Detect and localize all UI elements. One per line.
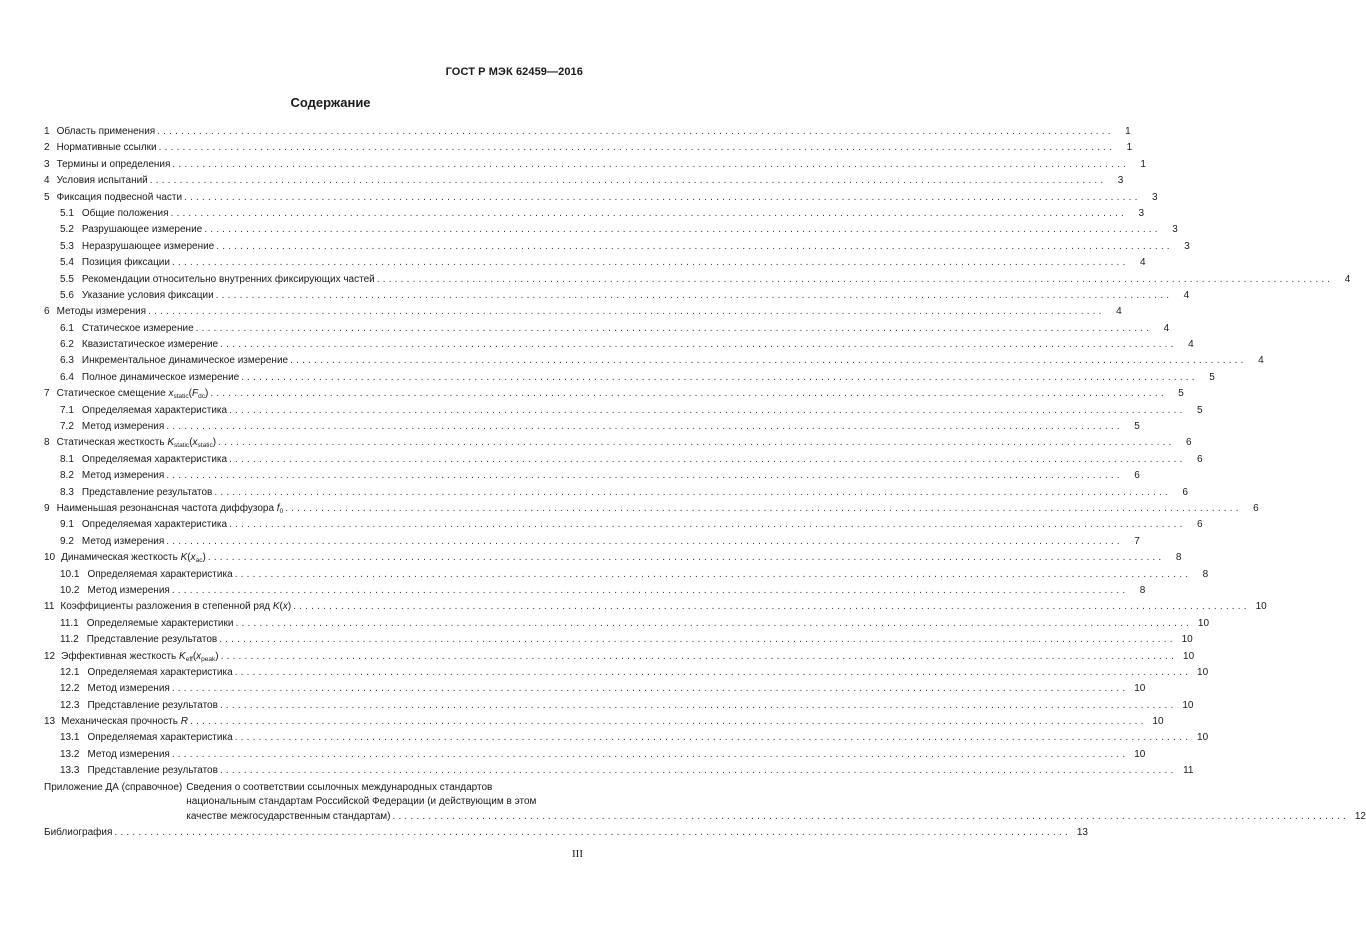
toc-entry-page: 6 <box>1182 486 1188 498</box>
subscript: eff <box>185 655 193 663</box>
toc-entry[interactable] <box>44 386 1184 402</box>
dot-leader: ................................................................................................................................................................ <box>170 207 1128 219</box>
toc-entry[interactable] <box>44 468 1140 484</box>
dot-leader: ................................................................................................................................................................ <box>171 748 1129 760</box>
toc-entry-label <box>57 435 216 451</box>
toc-entry-label: Методы измерения <box>56 306 147 318</box>
table-of-contents <box>44 124 1366 842</box>
toc-entry-label: Позиция фиксации <box>81 257 170 269</box>
toc-entry-number: 11.2 <box>60 634 79 646</box>
dot-leader: ................................................................................................................................................................ <box>234 568 1192 580</box>
symbol: F <box>192 388 199 400</box>
document-header: ГОСТ Р МЭК 62459—2016 <box>445 66 583 78</box>
label-text: Механическая прочность <box>61 716 181 728</box>
toc-entry[interactable] <box>44 337 1194 353</box>
toc-entry-number: 11 <box>44 601 55 613</box>
toc-entry-label: Определяемая характеристика <box>87 568 233 580</box>
dot-leader: ................................................................................................................................................................ <box>218 437 1175 449</box>
toc-entry-label: Метод измерения <box>81 470 165 482</box>
toc-entry-page: 8 <box>1175 552 1182 564</box>
toc-entry-page: 4 <box>1344 273 1351 285</box>
toc-entry-page: 4 <box>1139 257 1146 269</box>
annex-title-line: Сведения о соответствии ссылочных международных стандартов <box>186 781 493 793</box>
toc-entry-label: Рекомендации относительно внутренних фиксирующих частей <box>81 273 375 285</box>
dot-leader: ................................................................................................................................................................ <box>229 519 1186 531</box>
toc-entry-number: 6.2 <box>60 339 74 351</box>
toc-entry-page: 13 <box>1076 827 1088 839</box>
toc-entry-label <box>61 550 206 566</box>
toc-entry-label: Определяемая характеристика <box>81 404 228 416</box>
toc-entry-number: 6 <box>44 306 50 318</box>
dot-leader: ................................................................................................................................................................ <box>234 666 1192 678</box>
toc-entry-label: Квазистатическое измерение <box>81 339 219 351</box>
toc-entry-label: Термины и определения <box>56 158 171 170</box>
toc-entry-page: 5 <box>1197 404 1203 416</box>
toc-entry-number: 13.3 <box>60 765 80 777</box>
dot-leader: ................................................................................................................................................................ <box>195 322 1153 334</box>
toc-entry-page: 5 <box>1209 371 1215 383</box>
dot-leader: ................................................................................................................................................................ <box>219 765 1177 777</box>
dot-leader: ................................................................................................................................................................ <box>285 502 1242 514</box>
toc-entry-label: Инкрементальное динамическое измерение <box>81 355 289 367</box>
toc-entry-page: 3 <box>1138 207 1145 219</box>
label-text: Коэффициенты разложения в степенной ряд <box>60 601 273 613</box>
toc-entry[interactable] <box>44 567 1209 583</box>
toc-entry[interactable] <box>44 583 1146 599</box>
toc-entry[interactable] <box>44 649 1195 665</box>
toc-entry[interactable] <box>44 190 1158 206</box>
toc-entry-label: Указание условия фиксации <box>81 289 214 301</box>
toc-entry-page: 10 <box>1152 716 1164 728</box>
toc-entry[interactable] <box>44 435 1192 451</box>
dot-leader: ................................................................................................................................................................ <box>166 535 1123 547</box>
dot-leader: ................................................................................................................................................................ <box>149 175 1107 187</box>
symbol: f <box>276 502 280 514</box>
toc-entry-label <box>61 714 188 730</box>
toc-entry-number: 6.4 <box>60 371 74 383</box>
annex-designation: Приложение ДА (справочное) <box>44 781 183 793</box>
toc-entry-number: 1 <box>44 126 50 137</box>
dot-leader: ................................................................................................................................................................ <box>184 191 1141 203</box>
toc-entry-label <box>60 599 291 615</box>
toc-entry-number: 7 <box>44 388 50 400</box>
toc-entry-number: 5.2 <box>60 224 74 236</box>
dot-leader: ................................................................................................................................................................ <box>158 142 1116 154</box>
toc-entry-number: 10.1 <box>60 568 80 580</box>
toc-entry-page: 3 <box>1152 191 1158 203</box>
label-text: Статическая жесткость <box>56 437 168 449</box>
toc-entry-page: 10 <box>1182 699 1194 711</box>
label-text: ) <box>212 437 217 449</box>
dot-leader: ................................................................................................................................................................ <box>293 601 1250 613</box>
symbol: K <box>167 437 175 449</box>
toc-entry-page: 4 <box>1188 339 1194 351</box>
dot-leader: ................................................................................................................................................................ <box>166 470 1123 482</box>
toc-entry-page: 7 <box>1134 535 1140 547</box>
dot-leader: ................................................................................................................................................................ <box>392 810 1349 822</box>
dot-leader: ................................................................................................................................................................ <box>148 306 1105 318</box>
toc-entry-page: 6 <box>1253 502 1259 514</box>
toc-entry-number: 5 <box>44 191 50 203</box>
label-text: ( <box>187 552 191 564</box>
dot-leader: ................................................................................................................................................................ <box>220 339 1177 351</box>
toc-entry-page: 1 <box>1125 126 1131 137</box>
toc-annex-entry[interactable] <box>44 781 1366 825</box>
toc-entry[interactable] <box>44 140 1133 156</box>
toc-entry-page: 10 <box>1181 634 1193 646</box>
toc-entry-label: Фиксация подвесной части <box>56 191 183 203</box>
toc-entry-number: 5.6 <box>60 289 74 301</box>
toc-entry-label: Метод измерения <box>87 584 170 596</box>
toc-entry-label: Разрушающее измерение <box>81 224 203 236</box>
toc-entry-page: 10 <box>1134 683 1146 695</box>
toc-entry-label: Условия испытаний <box>56 175 148 187</box>
toc-entry-label: Метод измерения <box>81 535 165 547</box>
toc-entry[interactable] <box>44 452 1203 468</box>
toc-entry[interactable] <box>44 321 1170 337</box>
label-text: ( <box>189 437 193 449</box>
toc-entry[interactable] <box>44 353 1264 369</box>
dot-leader: ................................................................................................................................................................ <box>171 584 1129 596</box>
toc-entry-page: 10 <box>1255 601 1267 613</box>
toc-entry[interactable] <box>44 288 1190 304</box>
toc-entry-number: 8.2 <box>60 470 74 482</box>
toc-entry-page: 6 <box>1197 453 1203 465</box>
toc-entry-label: Определяемые характеристики <box>86 617 234 629</box>
subscript: peak <box>201 655 216 663</box>
toc-entry-number: 9.1 <box>60 519 74 531</box>
dot-leader: ................................................................................................................................................................ <box>234 732 1192 744</box>
label-text: ( <box>279 601 283 613</box>
toc-entry-label: Статическое измерение <box>81 322 194 334</box>
toc-entry-number: 5.3 <box>60 240 74 252</box>
toc-entry-label: Область применения <box>56 126 156 137</box>
toc-entry-number: 3 <box>44 158 50 170</box>
dot-leader: ................................................................................................................................................................ <box>219 634 1176 646</box>
toc-entry[interactable] <box>44 255 1146 271</box>
dot-leader: ................................................................................................................................................................ <box>220 650 1178 662</box>
toc-entry-label: Метод измерения <box>87 683 170 695</box>
label-text: ( <box>188 388 192 400</box>
label-text: ) <box>204 388 209 400</box>
dot-leader: ................................................................................................................................................................ <box>290 355 1247 367</box>
toc-entry[interactable] <box>44 763 1194 779</box>
dot-leader: ................................................................................................................................................................ <box>241 371 1198 383</box>
toc-entry-number: 4 <box>44 175 50 187</box>
label-text: Наименьшая резонансная частота диффузора <box>56 502 277 514</box>
toc-entry-number: 9 <box>44 502 50 514</box>
toc-entry-label: Представление результатов <box>86 634 218 646</box>
toc-entry-page: 5 <box>1134 421 1140 433</box>
toc-entry-label: Метод измерения <box>81 421 165 433</box>
toc-entry[interactable] <box>44 272 1351 288</box>
annex-title <box>186 781 1366 825</box>
toc-entry[interactable] <box>44 124 1131 140</box>
subscript: static <box>197 442 213 450</box>
dot-leader: ................................................................................................................................................................ <box>157 126 1114 137</box>
toc-entry-page: 10 <box>1197 617 1210 629</box>
annex-title-line <box>186 810 1366 825</box>
toc-entry-page: 5 <box>1178 388 1184 400</box>
label-text: Динамическая жесткость <box>61 552 181 564</box>
symbol: x <box>282 601 288 613</box>
toc-entry[interactable] <box>44 747 1146 763</box>
dot-leader: ................................................................................................................................................................ <box>229 453 1186 465</box>
toc-entry-number: 12.1 <box>60 666 80 678</box>
toc-entry-page: 3 <box>1172 224 1178 236</box>
toc-entry-label: Представление результатов <box>87 765 218 777</box>
toc-entry-page: 6 <box>1186 437 1192 449</box>
toc-entry-page: 11 <box>1183 765 1194 777</box>
page-number: III <box>572 848 583 860</box>
toc-entry-label: Библиография <box>44 827 113 839</box>
toc-entry-number: 7.2 <box>60 421 74 433</box>
dot-leader: ................................................................................................................................................................ <box>219 699 1177 711</box>
subscript: static <box>173 393 189 401</box>
symbol: R <box>180 716 189 728</box>
toc-entry[interactable] <box>44 698 1194 714</box>
toc-entry-number: 5.1 <box>60 207 74 219</box>
toc-entry-number: 12.3 <box>60 699 80 711</box>
toc-entry[interactable] <box>44 157 1146 173</box>
toc-entry[interactable] <box>44 501 1259 517</box>
dot-leader: ................................................................................................................................................................ <box>172 158 1129 170</box>
toc-entry[interactable] <box>44 681 1146 697</box>
toc-entry[interactable] <box>44 304 1122 320</box>
symbol: K <box>179 650 186 662</box>
toc-entry[interactable] <box>44 239 1190 255</box>
toc-entry-page: 10 <box>1134 748 1146 760</box>
toc-entry-page: 3 <box>1117 175 1124 187</box>
toc-entry-label: Метод измерения <box>87 748 170 760</box>
toc-entry[interactable] <box>44 206 1145 222</box>
symbol: x <box>168 388 174 400</box>
symbol: K <box>180 552 188 564</box>
dot-leader: ................................................................................................................................................................ <box>171 257 1129 269</box>
toc-entry-page: 6 <box>1197 519 1203 531</box>
toc-entry-label: Представление результатов <box>81 486 213 498</box>
toc-entry-page: 12 <box>1354 810 1366 822</box>
dot-leader: ................................................................................................................................................................ <box>204 224 1161 236</box>
subscript: static <box>174 442 190 450</box>
page-title: Содержание <box>290 95 371 110</box>
toc-entry[interactable] <box>44 599 1267 615</box>
label-text: ) <box>202 552 206 564</box>
toc-entry-number: 8.3 <box>60 486 74 498</box>
symbol: x <box>190 552 196 564</box>
label-text: Эффективная жесткость <box>61 650 180 662</box>
toc-entry-page: 4 <box>1183 289 1190 301</box>
dot-leader: ................................................................................................................................................................ <box>210 388 1167 400</box>
toc-entry-label: Определяемая характеристика <box>81 519 228 531</box>
toc-entry[interactable] <box>44 173 1124 189</box>
toc-entry[interactable] <box>44 517 1203 533</box>
toc-entry-label: Общие положения <box>81 207 169 219</box>
toc-entry-label: Нормативные ссылки <box>56 142 157 154</box>
toc-entry-label: Определяемая характеристика <box>81 453 228 465</box>
toc-entry-number: 6.3 <box>60 355 74 367</box>
toc-entry-label <box>57 501 284 517</box>
toc-entry-number: 13.2 <box>60 748 80 760</box>
toc-entry[interactable] <box>44 534 1140 550</box>
dot-leader: ................................................................................................................................................................ <box>229 404 1186 416</box>
dot-leader: ................................................................................................................................................................ <box>215 289 1173 301</box>
toc-entry-number: 11.1 <box>60 617 79 629</box>
toc-entry[interactable] <box>44 730 1209 746</box>
toc-entry[interactable] <box>44 419 1140 435</box>
dot-leader: ................................................................................................................................................................ <box>214 486 1171 498</box>
toc-entry-page: 6 <box>1134 470 1140 482</box>
toc-entry-number: 10 <box>44 552 56 564</box>
dot-leader: ................................................................................................................................................................ <box>216 240 1173 252</box>
subscript: dc <box>198 393 205 401</box>
toc-entry-label: Определяемая характеристика <box>87 732 233 744</box>
toc-entry-number: 8 <box>44 437 50 449</box>
label-text: ) <box>287 601 292 613</box>
toc-entry-label <box>57 386 209 402</box>
label-text: ) <box>215 650 219 662</box>
toc-entry-number: 13.1 <box>60 732 80 744</box>
toc-entry-number: 7.1 <box>60 404 74 416</box>
dot-leader: ................................................................................................................................................................ <box>376 273 1334 285</box>
subscript: ac <box>195 557 203 565</box>
dot-leader: ................................................................................................................................................................ <box>166 421 1123 433</box>
toc-entry-page: 8 <box>1202 568 1209 580</box>
toc-entry-label <box>61 649 218 665</box>
toc-entry-page: 4 <box>1258 355 1264 367</box>
toc-entry-page: 1 <box>1126 142 1133 154</box>
toc-entry-page: 10 <box>1197 732 1209 744</box>
dot-leader: ................................................................................................................................................................ <box>235 617 1193 629</box>
symbol: K <box>272 601 280 613</box>
toc-entry[interactable] <box>44 616 1210 632</box>
annex-title-text: качестве межгосударственным стандартам) <box>186 810 391 822</box>
toc-entry-number: 5.4 <box>60 257 74 269</box>
toc-entry-number: 5.5 <box>60 273 74 285</box>
dot-leader: ................................................................................................................................................................ <box>207 552 1165 564</box>
toc-entry-label: Определяемая характеристика <box>87 666 233 678</box>
toc-entry-number: 13 <box>44 716 56 728</box>
annex-title-line: национальным стандартам Российской Федерации (и действующим в этом <box>186 796 537 808</box>
toc-bibliography-entry[interactable] <box>44 825 1088 841</box>
toc-entry-label: Представление результатов <box>87 699 218 711</box>
toc-entry-label: Полное динамическое измерение <box>81 371 240 383</box>
dot-leader: ................................................................................................................................................................ <box>190 716 1147 728</box>
toc-entry[interactable] <box>44 714 1164 730</box>
toc-entry-page: 4 <box>1116 306 1122 318</box>
label-text: ( <box>192 650 197 662</box>
symbol: x <box>192 437 198 449</box>
dot-leader: ................................................................................................................................................................ <box>114 827 1071 839</box>
toc-entry-number: 12.2 <box>60 683 80 695</box>
label-text: Статическое смещение <box>56 388 169 400</box>
toc-entry[interactable] <box>44 485 1188 501</box>
toc-entry-page: 1 <box>1140 158 1146 170</box>
toc-entry[interactable] <box>44 550 1182 566</box>
toc-entry-number: 10.2 <box>60 584 80 596</box>
toc-entry-label: Неразрушающее измерение <box>81 240 215 252</box>
toc-entry-number: 8.1 <box>60 453 74 465</box>
toc-entry[interactable] <box>44 222 1178 238</box>
toc-entry[interactable] <box>44 370 1215 386</box>
toc-entry[interactable] <box>44 665 1209 681</box>
dot-leader: ................................................................................................................................................................ <box>171 683 1129 695</box>
toc-entry-number: 2 <box>44 142 50 154</box>
toc-entry-number: 6.1 <box>60 322 74 334</box>
toc-entry[interactable] <box>44 632 1193 648</box>
toc-entry-page: 10 <box>1197 666 1209 678</box>
symbol: x <box>196 650 202 662</box>
toc-entry-page: 3 <box>1184 240 1190 252</box>
toc-entry-page: 8 <box>1139 584 1146 596</box>
toc-entry[interactable] <box>44 403 1203 419</box>
toc-entry-page: 4 <box>1163 322 1170 334</box>
toc-entry-number: 12 <box>44 650 56 662</box>
toc-entry-number: 9.2 <box>60 535 74 547</box>
subscript: 0 <box>279 507 284 515</box>
toc-entry-page: 10 <box>1183 650 1195 662</box>
